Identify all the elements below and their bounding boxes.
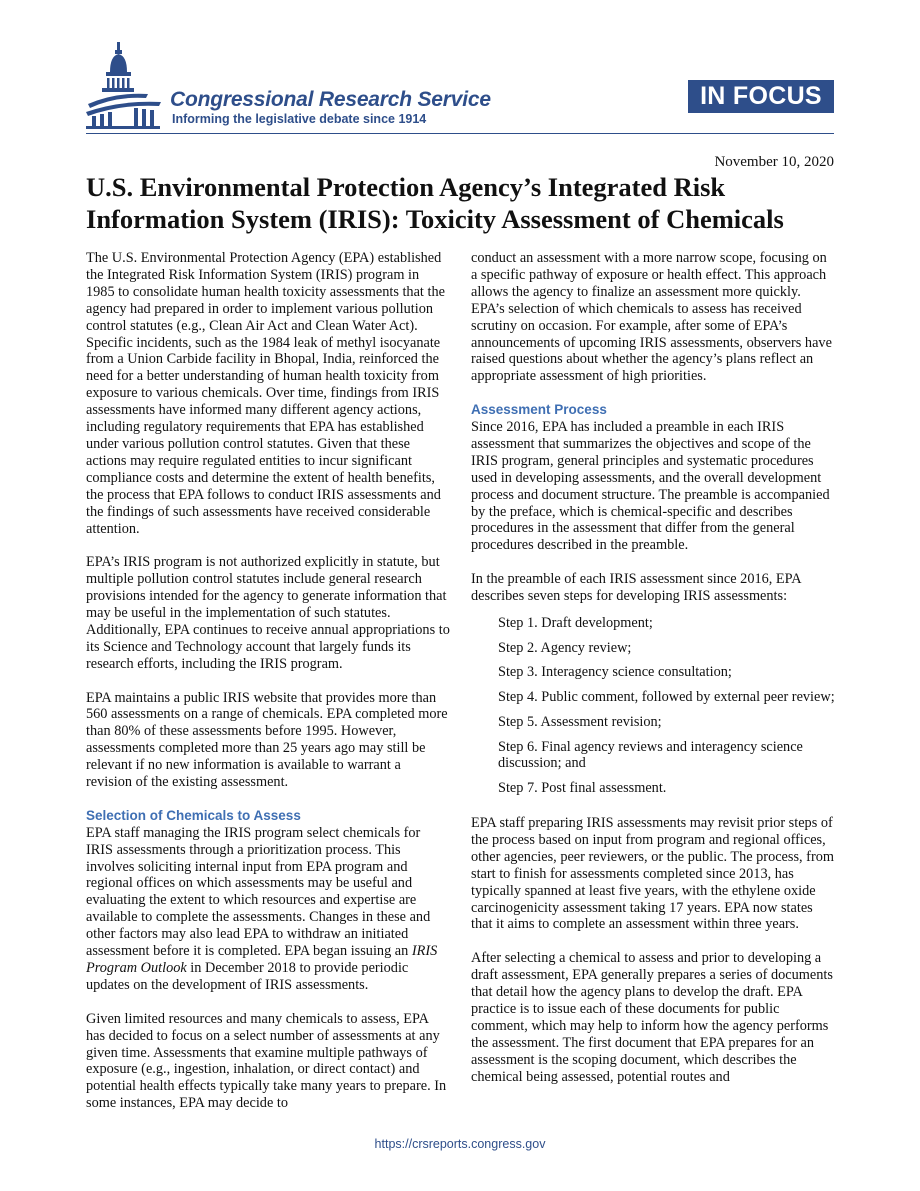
capitol-dome-icon [86, 42, 166, 132]
footer-link[interactable]: https://crsreports.congress.gov [374, 1137, 546, 1151]
org-tagline: Informing the legislative debate since 1914 [172, 112, 427, 126]
section-heading-selection: Selection of Chemicals to Assess [86, 807, 301, 823]
list-item: Step 6. Final agency reviews and interagency science discussion; and [498, 738, 803, 772]
list-item: Step 4. Public comment, followed by external peer review; [498, 689, 835, 706]
left-column [86, 250, 450, 1129]
paragraph: Given limited resources and many chemicals to assess, EPA has decided to focus on a select number of assessments at any given time. Assessments that examine multiple pathways of exposure (e.g., ingestion, inhalation, or direct contact) and potential health effects typically take many years to prepare. In some instances, EPA may decide to [86, 1010, 447, 1112]
paragraph: EPA’s IRIS program is not authorized explicitly in statute, but multiple pollution control statutes include general research provisions intended for the agency to generate information that may be useful in the implementation of such statutes. Additionally, EPA continues to receive annual appropriations to its Science and Technology account that largely funds its research efforts, including the IRIS program. [86, 554, 450, 672]
paragraph: Since 2016, EPA has included a preamble in each IRIS assessment that summarizes the objectives and scope of the IRIS program, general principles and systematic procedures used in developing assessments, and the overall development process and document structure. The preamble is accompanied by the preface, which is chemical-specific and describes procedures in the assessment that differ from the general procedures described in the preamble. [471, 419, 830, 554]
org-name: Congressional Research Service [170, 88, 491, 111]
steps-list [471, 615, 835, 797]
paragraph: The U.S. Environmental Protection Agency (EPA) established the Integrated Risk Information System (IRIS) program in 1985 to consolidate human health toxicity assessments that the agency had prepared in order to implement various pollution control statutes (e.g., Clean Air Act and Clean Water Act). Specific incidents, such as the 1984 leak of methyl isocyanate from a Union Carbide facility in Bhopal, India, reinforced the need for a better understanding of human health toxicity from exposure to various chemicals. Over time, findings from IRIS assessments have informed many different agency actions, including regulatory requirements that EPA has established under various pollution control statutes. Given that these actions may require regulated entities to incur significant compliance costs and determine the extent of health benefits, the process that EPA follows to conduct IRIS assessments and the findings of such assessments have received considerable attention. [86, 250, 445, 537]
paragraph: EPA staff managing the IRIS program select chemicals for IRIS assessments through a prioritization process. This involves soliciting internal input from EPA program and regional offices on which assessments may be useful and evaluating the extent to which resources and expertise are available to complete the assessments. Changes in these and other factors may also lead EPA to withdraw an initiated assessment before it is completed. EPA began issuing an IRIS Program Outlook in December 2018 to provide periodic updates on the development of IRIS assessments. [86, 824, 438, 993]
paragraph: EPA staff preparing IRIS assessments may revisit prior steps of the process based on input from program and regional offices, other agencies, peer reviewers, or the public. The process, from start to finish for assessments completed since 2013, has typically spanned at least five years, with the ethylene oxide carcinogenicity assessment taking 17 years. EPA now states that it aims to complete an assessment within three years. [471, 815, 834, 933]
paragraph: conduct an assessment with a more narrow scope, focusing on a specific pathway of exposure or health effect. This approach allows the agency to finalize an assessment more quickly. EPA’s selection of which chemicals to assess has received scrutiny on occasion. For example, after some of EPA’s announcements of upcoming IRIS assessments, observers have raised questions about whether the agency’s plans reflect an appropriate assessment of high priorities. [471, 250, 832, 385]
list-item: Step 3. Interagency science consultation; [498, 664, 732, 681]
paragraph: After selecting a chemical to assess and prior to developing a draft assessment, EPA generally prepares a series of documents that detail how the agency plans to develop the draft. EPA practice is to issue each of these documents for public comment, which may help to inform how the agency performs the assessment. The first document that EPA prepares for an assessment is the scoping document, which describes the chemical being assessed, potential routes and [471, 950, 833, 1085]
paragraph: EPA maintains a public IRIS website that provides more than 560 assessments on a range of chemicals. EPA completed more than 80% of these assessments before 1995. However, assessments completed more than 25 years ago may still be relevant if no new information is available to warrant a revision of the existing assessment. [86, 689, 448, 791]
list-item: Step 5. Assessment revision; [498, 713, 662, 730]
paragraph: In the preamble of each IRIS assessment since 2016, EPA describes seven steps for developing IRIS assessments: [471, 571, 801, 605]
list-item: Step 1. Draft development; [498, 615, 653, 631]
right-column [471, 250, 835, 1102]
crs-logo[interactable] [86, 42, 496, 132]
document-title: U.S. Environmental Protection Agency’s Integrated Risk Information System (IRIS): Toxicity Assessment of Chemicals [86, 172, 784, 234]
in-focus-badge: IN FOCUS [688, 80, 834, 113]
publication-date: November 10, 2020 [714, 154, 834, 170]
list-item: Step 7. Post final assessment. [498, 780, 667, 797]
section-heading-process: Assessment Process [471, 402, 607, 418]
publication-title: IRIS Program Outlook [86, 943, 438, 977]
header-divider [86, 133, 834, 134]
list-item: Step 2. Agency review; [498, 639, 632, 656]
